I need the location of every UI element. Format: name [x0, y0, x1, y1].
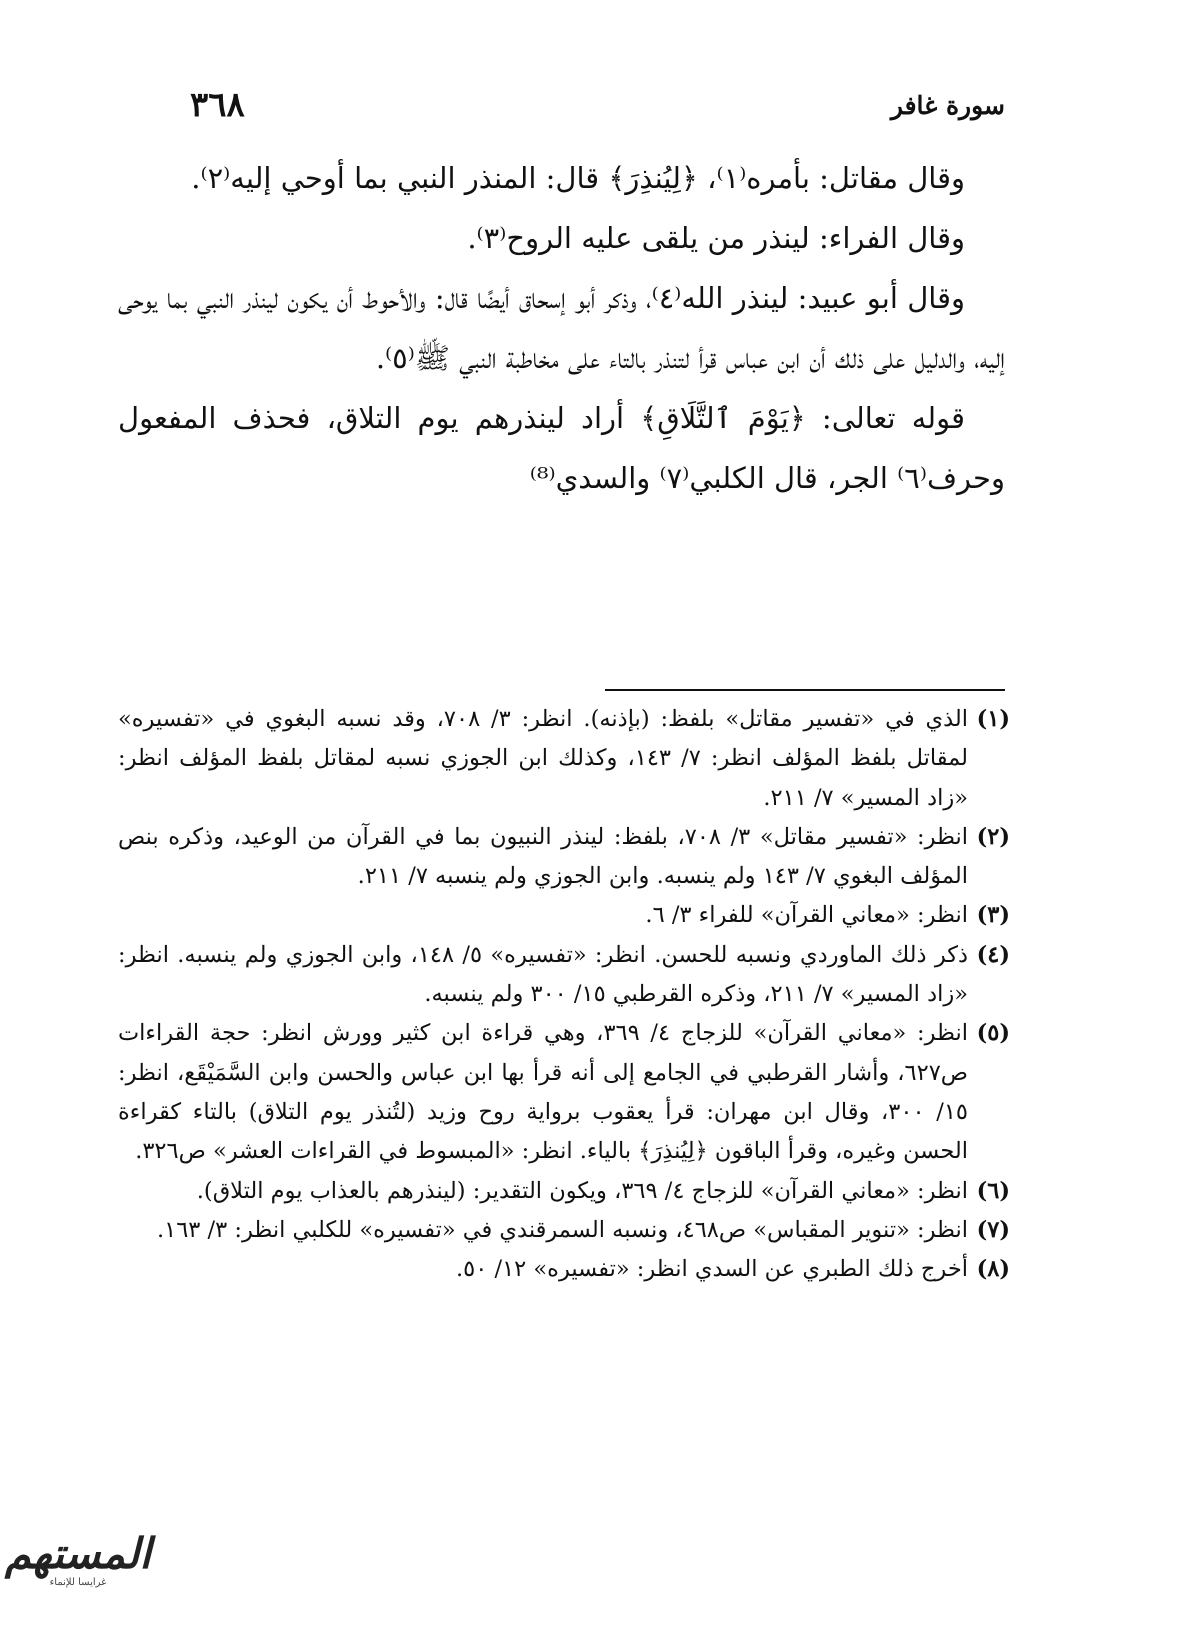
paragraph: وقال مقاتل: بأمره⁽١⁾، ﴿لِيُنذِرَ﴾ قال: المنذر النبي بما أوحي إليه⁽٢⁾. [191, 161, 965, 195]
paragraph: وقال الفراء: لينذر من يلقى عليه الروح⁽٣⁾. [467, 221, 965, 255]
logo-wordmark: المستهم [4, 1528, 152, 1578]
footnote-text: ذكر ذلك الماوردي ونسبه للحسن. انظر: «تفسيره» ٥/ ١٤٨، وابن الجوزي ولم ينسبه. انظر: «زاد المسير» ٧/ ٢١١، وذكره القرطبي ١٥/ ٣٠٠ ولم ينسبه. [118, 941, 968, 1008]
footnote-number: (٢) [976, 823, 1010, 850]
footnote [118, 1014, 1010, 1171]
footnote-number: (٣) [976, 902, 1010, 929]
footnote-number: (٨) [976, 1256, 1010, 1283]
footnote-text: انظر: «معاني القرآن» للزجاج ٤/ ٣٦٩، ويكون التقدير: (لينذرهم بالعذاب يوم التلاق). [196, 1177, 968, 1204]
footnote [118, 1211, 1010, 1250]
paragraph: وقال أبو عبيد: لينذر الله⁽٤⁾، وذكر أبو إسحاق أيضًا قال: والأحوط أن يكون لينذر النبي بما يوحى إليه، والدليل على ذلك أن ابن عباس قرأ لتنذر بالتاء على مخاطبة النبي ﷺ⁽٥⁾. [118, 281, 1005, 375]
footnote [118, 818, 1010, 897]
paragraph: قوله تعالى: ﴿يَوْمَ ٱلتَّلَاقِ﴾ أراد لينذرهم يوم التلاق، فحذف المفعول وحرف⁽٦⁾ الجر، قال الكلبي⁽٧⁾ والسدي⁽⁸⁾ [118, 401, 1005, 495]
running-title: سورة غافر [890, 90, 1005, 120]
footnote-number: (٥) [976, 1020, 1010, 1047]
footnote-text: انظر: «معاني القرآن» للزجاج ٤/ ٣٦٩، وهي قراءة ابن كثير وورش انظر: حجة القراءات ص٦٢٧، وأشار القرطبي في الجامع إلى أنه قرأ بها ابن عباس والحسن وابن السَّمَيْقَع، انظر: ١٥/ ٣٠٠، وقال ابن مهران: قرأ يعقوب برواية روح وزيد (لتُنذر يوم التلاق) بالتاء كقراءة الحسن وغيره، وقرأ الباقون ﴿لِيُنذِرَ﴾ بالياء. انظر: «المبسوط في القراءات العشر» ص٣٢٦. [118, 1020, 968, 1165]
footnote-number: (٦) [976, 1177, 1010, 1204]
footnote [118, 1172, 1010, 1211]
footnote [118, 1250, 1010, 1289]
footnote-number: (٤) [976, 941, 1010, 968]
footnote-number: (٧) [976, 1216, 1010, 1243]
publisher-logo [4, 1520, 152, 1600]
footnote [118, 896, 1010, 935]
footnote [118, 936, 1010, 1015]
main-text [118, 148, 1005, 508]
page-header [190, 80, 1005, 130]
footnote-text: انظر: «تنوير المقباس» ص٤٦٨، ونسبه السمرقندي في «تفسيره» للكلبي انظر: ٣/ ١٦٣. [156, 1216, 968, 1243]
page-number: ٣٦٨ [190, 85, 245, 125]
footnote-number: (١) [976, 706, 1010, 732]
footnote-text: انظر: «تفسير مقاتل» ٣/ ٧٠٨، بلفظ: لينذر النبيون بما في القرآن من الوعيد، وذكره بنص المؤلف البغوي ٧/ ١٤٣ ولم ينسبه. وابن الجوزي ولم ينسبه ٧/ ٢١١. [118, 823, 969, 890]
footnote-text: أخرج ذلك الطبري عن السدي انظر: «تفسيره» ١٢/ ٥٠. [456, 1256, 968, 1283]
footnote-text: انظر: «معاني القرآن» للفراء ٣/ ٦. [645, 902, 968, 929]
logo-subtitle: غرايسا للإنماء [49, 1576, 107, 1588]
footnote [118, 700, 1010, 818]
footnotes [118, 700, 1010, 1289]
footnote-separator [605, 689, 1005, 691]
footnote-text: الذي في «تفسير مقاتل» بلفظ: (بإذنه). انظر: ٣/ ٧٠٨، وقد نسبه البغوي في «تفسيره» لمقاتل بلفظ المؤلف انظر: ٧/ ١٤٣، وكذلك ابن الجوزي نسبه لمقاتل بلفظ المؤلف انظر: «زاد المسير» ٧/ ٢١١. [118, 706, 969, 811]
